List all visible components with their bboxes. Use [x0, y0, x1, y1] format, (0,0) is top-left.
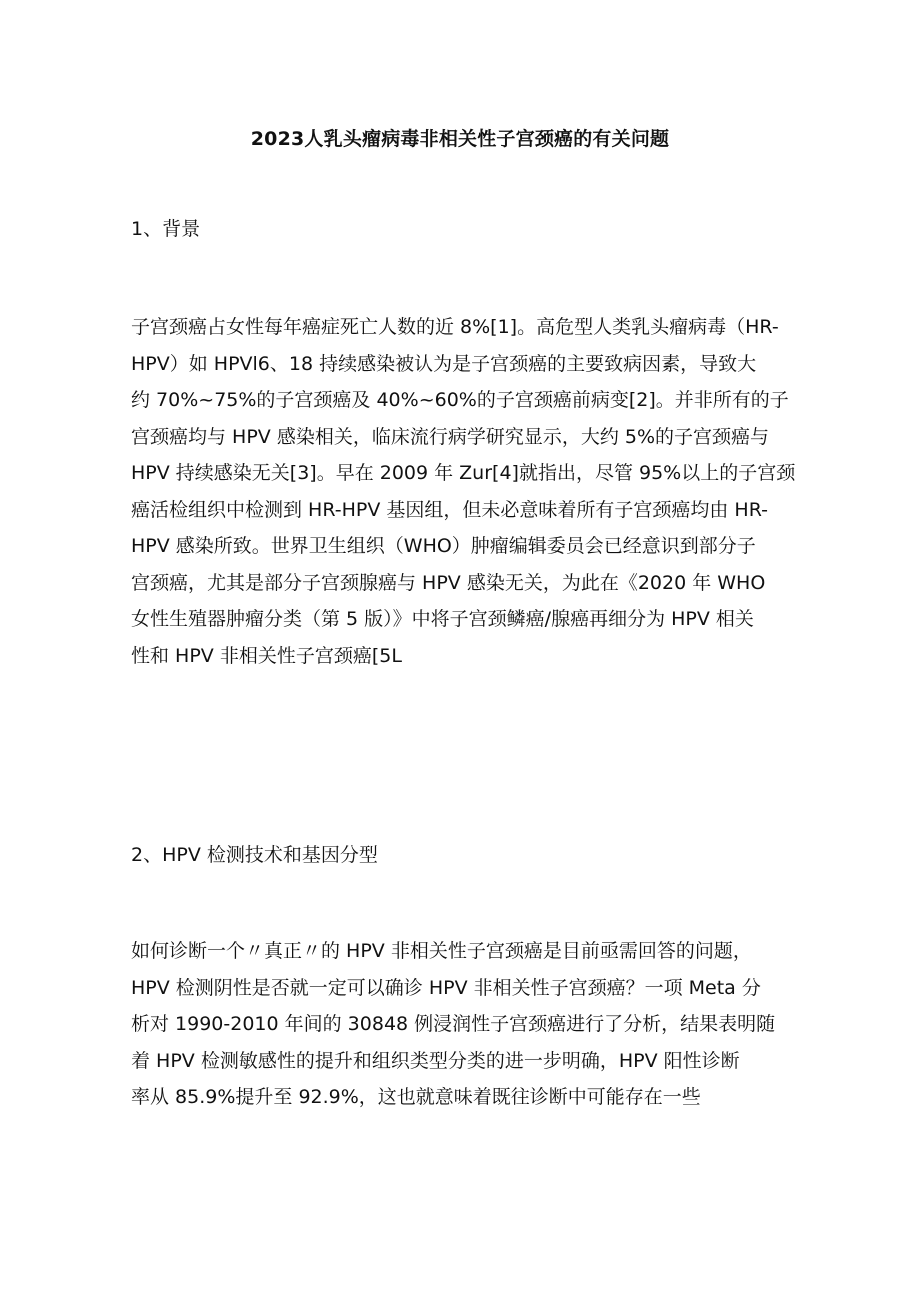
paragraph-line: 癌活检组织中检测到 HR-HPV 基因组，但未必意味着所有子宫颈癌均由 HR- [131, 498, 769, 521]
paragraph-line: HPV）如 HPVl6、18 持续感染被认为是子宫颈癌的主要致病因素，导致大 [131, 352, 757, 375]
document-title: 2023人乳头瘤病毒非相关性子宫颈癌的有关问题 [250, 128, 670, 150]
section-heading-background: 1、背景 [131, 218, 201, 240]
section-paragraph-hpv-testing [131, 933, 801, 1116]
paragraph-line: 子宫颈癌占女性每年癌症死亡人数的近 8%[1]。高危型人类乳头瘤病毒（HR- [131, 316, 779, 338]
paragraph-line: 约 70%~75%的子宫颈癌及 40%~60%的子宫颈癌前病变[2]。并非所有的子 [131, 389, 789, 411]
paragraph-line: 着 HPV 检测敏感性的提升和组织类型分类的进一步明确，HPV 阳性诊断 [131, 1049, 740, 1072]
section-heading-hpv-testing: 2、HPV 检测技术和基因分型 [131, 844, 378, 866]
paragraph-line: 女性生殖器肿瘤分类（第 5 版）》中将子宫颈鳞癌/腺癌再细分为 HPV 相关 [131, 608, 754, 630]
paragraph-line: 如何诊断一个〃真正〃的 HPV 非相关性子宫颈癌是目前亟需回答的问题， [131, 940, 752, 962]
paragraph-line: HPV 检测阴性是否就一定可以确诊 HPV 非相关性子宫颈癌？一项 Meta 分 [131, 976, 761, 999]
paragraph-line: 宫颈癌，尤其是部分子宫颈腺癌与 HPV 感染无关，为此在《2020 年 WHO [131, 571, 766, 594]
paragraph-line: 率从 85.9%提升至 92.9%，这也就意味着既往诊断中可能存在一些 [131, 1086, 701, 1108]
paragraph-line: HPV 感染所致。世界卫生组织（WHO）肿瘤编辑委员会已经意识到部分子 [131, 535, 756, 557]
paragraph-line: 析对 1990-2010 年间的 30848 例浸润性子宫颈癌进行了分析，结果表明随 [131, 1013, 776, 1035]
paragraph-line: 性和 HPV 非相关性子宫颈癌[5L [131, 644, 402, 667]
paragraph-line: 宫颈癌均与 HPV 感染相关，临床流行病学研究显示，大约 5%的子宫颈癌与 [131, 425, 770, 448]
section-paragraph-background [131, 309, 801, 674]
paragraph-line: HPV 持续感染无关[3]。早在 2009 年 Zur[4]就指出，尽管 95%以上的子宫颈 [131, 462, 796, 484]
